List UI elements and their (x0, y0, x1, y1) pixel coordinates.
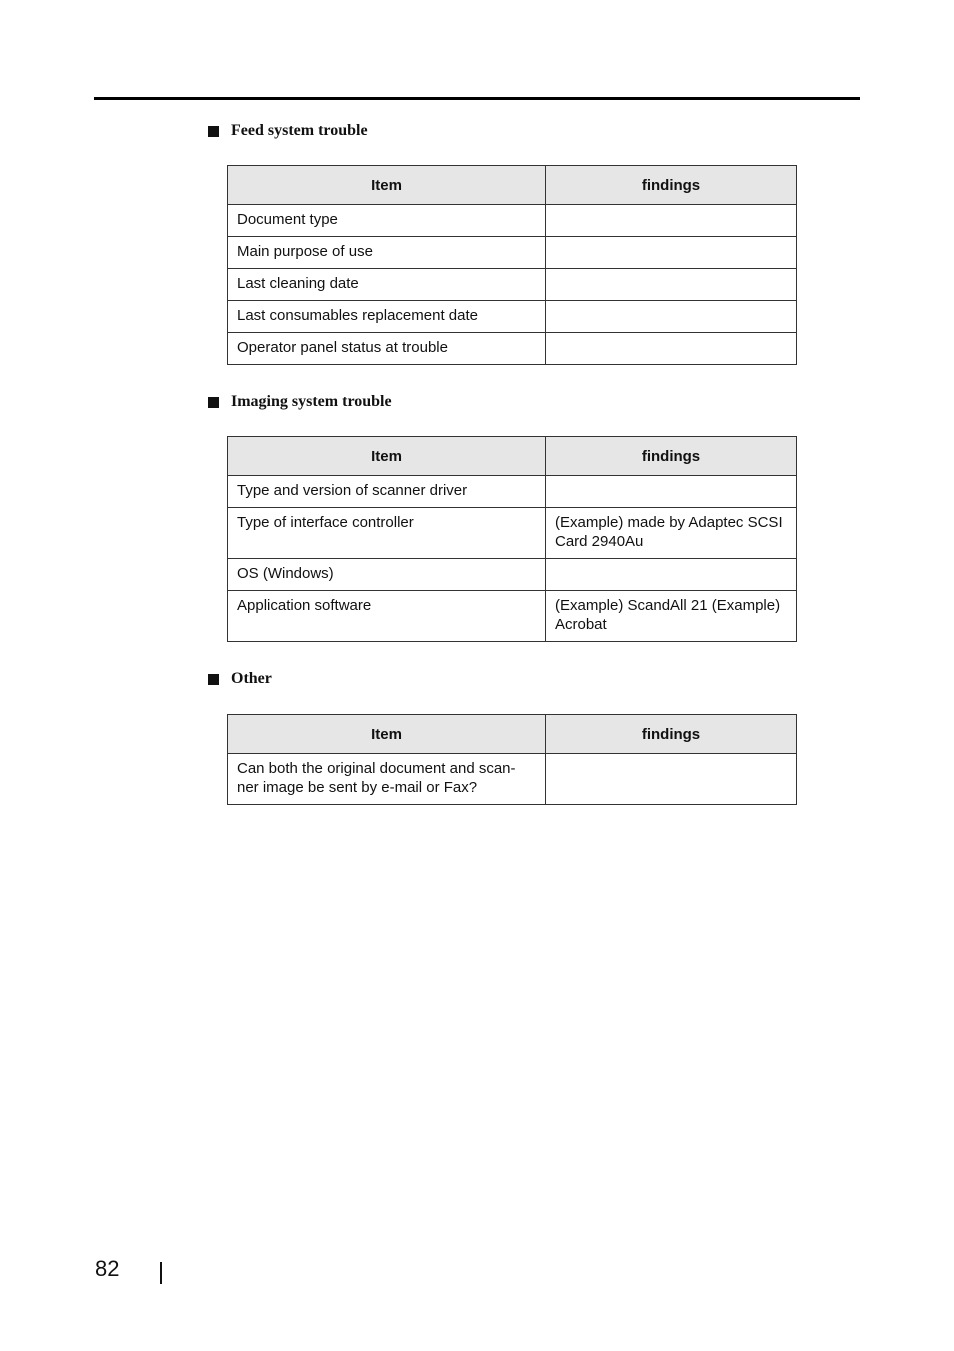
table-row (228, 237, 797, 269)
item-cell: Main purpose of use (228, 237, 546, 269)
findings-cell (546, 205, 797, 237)
section-heading (208, 392, 808, 412)
section-title: Feed system trouble (231, 122, 368, 139)
findings-cell (546, 559, 797, 591)
item-cell: Type and version of scanner driver (228, 476, 546, 508)
findings-cell (546, 754, 797, 805)
header-rule (94, 97, 860, 100)
item-cell: Type of interface controller (228, 508, 546, 559)
column-header-findings: findings (546, 166, 797, 205)
table-row (228, 205, 797, 237)
square-bullet-icon (208, 397, 219, 408)
findings-cell: (Example) ScandAll 21 (Example) Acrobat (546, 591, 797, 642)
table-row (228, 508, 797, 559)
item-cell: Document type (228, 205, 546, 237)
item-cell: OS (Windows) (228, 559, 546, 591)
section-feed-system (208, 121, 808, 356)
column-header-findings: findings (546, 437, 797, 476)
section-title: Imaging system trouble (231, 393, 392, 410)
table-row (228, 269, 797, 301)
column-header-item: Item (228, 437, 546, 476)
findings-cell (546, 301, 797, 333)
table-row (228, 754, 797, 805)
table-header-row (228, 166, 797, 205)
table-row (228, 559, 797, 591)
table-row (228, 476, 797, 508)
findings-cell (546, 333, 797, 365)
table-row (228, 591, 797, 642)
imaging-system-table (227, 436, 797, 642)
section-heading (208, 669, 808, 689)
table-header-row (228, 715, 797, 754)
column-header-item: Item (228, 166, 546, 205)
section-imaging-system (208, 392, 808, 633)
section-heading (208, 121, 808, 141)
findings-cell (546, 269, 797, 301)
column-header-item: Item (228, 715, 546, 754)
findings-cell (546, 237, 797, 269)
item-cell: Can both the original document and scan-ner image be sent by e-mail or Fax? (228, 754, 546, 805)
column-header-findings: findings (546, 715, 797, 754)
page-number-divider (160, 1262, 162, 1284)
findings-cell (546, 476, 797, 508)
page-number: 82 (95, 1256, 120, 1281)
table-row (228, 333, 797, 365)
feed-system-table (227, 165, 797, 365)
findings-cell: (Example) made by Adaptec SCSI Card 2940Au (546, 508, 797, 559)
item-cell: Last consumables replacement date (228, 301, 546, 333)
item-cell: Operator panel status at trouble (228, 333, 546, 365)
item-cell: Application software (228, 591, 546, 642)
item-cell: Last cleaning date (228, 269, 546, 301)
section-title: Other (231, 670, 272, 687)
other-table (227, 714, 797, 805)
square-bullet-icon (208, 674, 219, 685)
section-other (208, 669, 808, 796)
table-row (228, 301, 797, 333)
square-bullet-icon (208, 126, 219, 137)
table-header-row (228, 437, 797, 476)
